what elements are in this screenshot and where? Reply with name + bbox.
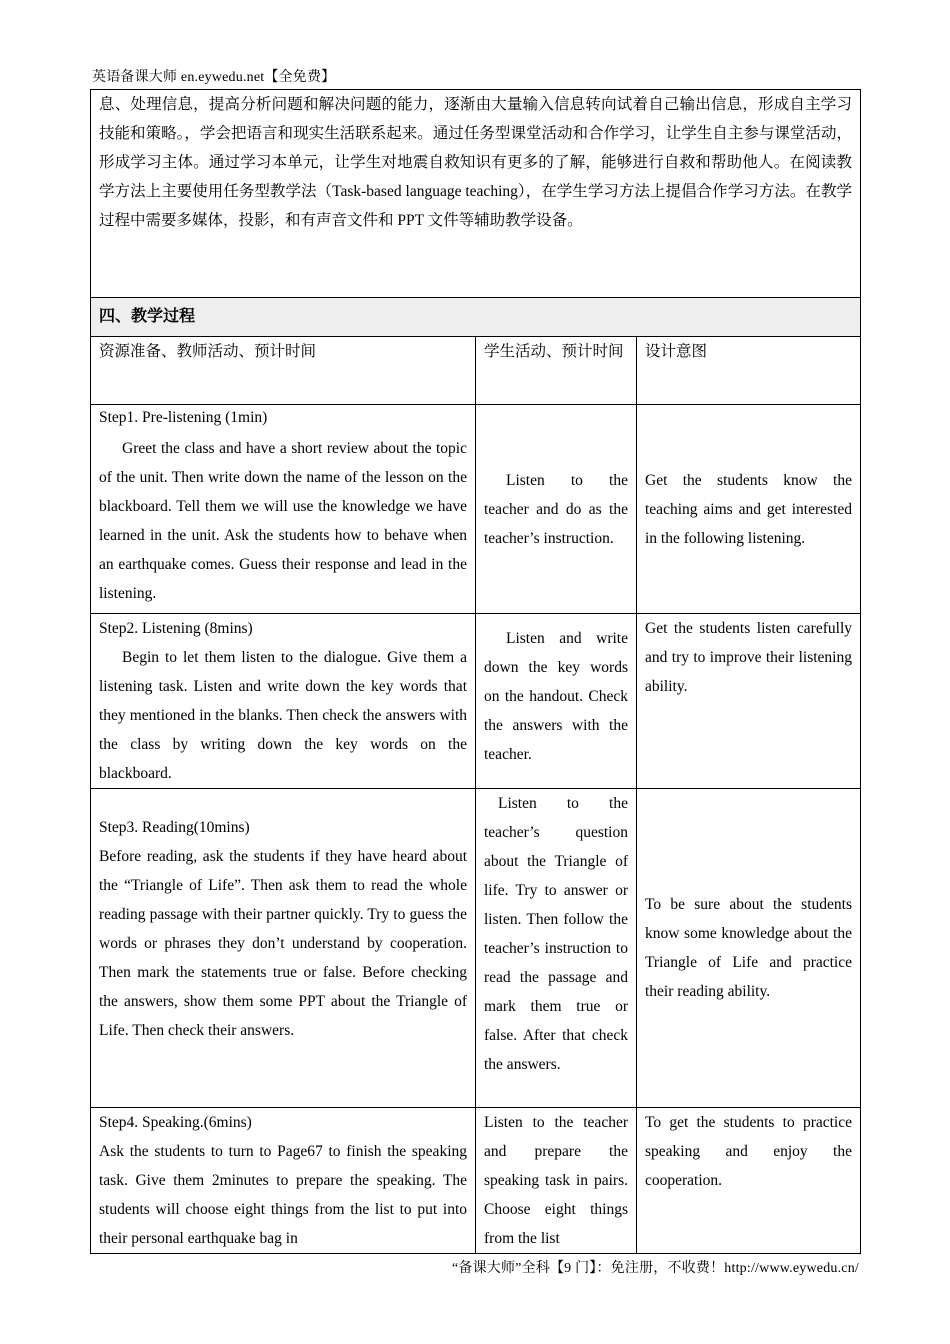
step-row-2: [91, 614, 861, 789]
column-header-row: [91, 337, 861, 405]
step4-teacher-text: Ask the students to turn to Page67 to finish the speaking task. Give them 2minutes to prepare the speaking. The students will choose eight things from the list to put into their personal earthquake bag in: [99, 1143, 467, 1247]
step3-intent-cell: [637, 789, 861, 1108]
step2-intent-text: Get the students listen carefully and try to improve their listening ability.: [645, 620, 852, 695]
step4-teacher-cell: [91, 1108, 476, 1254]
step2-student-text: Listen and write down the key words on the handout. Check the answers with the teacher.: [484, 630, 628, 763]
step1-teacher-text: Greet the class and have a short review about the topic of the unit. Then write down the name of the lesson on the blackboard. Tell them we will use the knowledge we have learned in the unit. Ask the students how to behave when an earthquake comes. Guess their response and lead in the listening.: [99, 440, 467, 602]
section-row: [91, 298, 861, 337]
header-site-note: 英语备课大师 en.eywedu.net【全免费】: [92, 70, 336, 85]
step2-teacher-text: Begin to let them listen to the dialogue. Give them a listening task. Listen and write down the key words that they mentioned in the blanks. Then check the answers with the class by writing down the key words on the blackboard.: [99, 649, 467, 782]
step3-student-text: Listen to the teacher’s question about the Triangle of life. Try to answer or listen. Then follow the teacher’s instruction to read the passage and mark them true or false. After that check the answers.: [484, 795, 628, 1073]
step1-intent-cell: [637, 405, 861, 614]
step3-teacher-text: Before reading, ask the students if they have heard about the “Triangle of Life”. Then ask them to read the whole reading passage with their partner quickly. Try to guess the words or phrases they don’t understand by cooperation. Then mark the statements true or false. Before checking the answers, show them some PPT about the Triangle of Life. Then check their answers.: [99, 848, 467, 1039]
column-header-teacher: 资源准备、教师活动、预计时间: [91, 337, 476, 405]
step1-student-cell: [476, 405, 637, 614]
step2-teacher-cell: [91, 614, 476, 789]
step4-student-text: Listen to the teacher and prepare the speaking task in pairs. Choose eight things from the list: [484, 1114, 628, 1247]
section-watermark: [来源:学科网]: [197, 310, 281, 325]
footer-note: “备课大师”全科【9 门】：免注册，不收费！http://www.eywedu.cn/: [451, 1261, 859, 1276]
step4-student-cell: [476, 1108, 637, 1254]
step4-title: Step4. Speaking.(6mins): [99, 1114, 252, 1131]
lesson-plan-table: [90, 89, 861, 1254]
step1-student-text: Listen to the teacher and do as the teacher’s instruction.: [484, 471, 628, 547]
step3-teacher-cell: [91, 789, 476, 1108]
intro-row: [91, 90, 861, 298]
column-header-intent: 设计意图: [637, 337, 861, 405]
step3-student-cell: [476, 789, 637, 1108]
step2-title: Step2. Listening (8mins): [99, 620, 253, 637]
step2-intent-cell: [637, 614, 861, 789]
step2-student-cell: [476, 614, 637, 789]
step3-intent-text: To be sure about the students know some knowledge about the Triangle of Life and practice their reading ability.: [645, 896, 852, 1000]
step1-intent-text: Get the students know the teaching aims and get interested in the following listening.: [645, 471, 852, 547]
step-row-4: [91, 1108, 861, 1254]
step4-intent-cell: [637, 1108, 861, 1254]
intro-text: 息、处理信息，提高分析问题和解决问题的能力，逐渐由大量输入信息转向试着自己输出信息，形成自主学习技能和策略。，学会把语言和现实生活联系起来。通过任务型课堂活动和合作学习，让学生自主参与课堂活动，形成学习主体。通过学习本单元，让学生对地震自救知识有更多的了解，能够进行自救和帮助他人。在阅读教学方法上主要使用任务型教学法（Task-based language teaching），在学生学习方法上提倡合作学习方法。在教学过程中需要多媒体，投影，和有声音文件和 PPT 文件等辅助教学设备。: [91, 90, 861, 298]
step4-intent-text: To get the students to practice speaking and enjoy the cooperation.: [645, 1114, 852, 1189]
step3-title: Step3. Reading(10mins): [99, 819, 250, 836]
step1-teacher-cell: [91, 405, 476, 614]
step1-title: Step1. Pre-listening (1min): [99, 409, 268, 426]
step-row-3: [91, 789, 861, 1108]
section-heading: [91, 298, 861, 337]
section-title: 四、教学过程: [99, 308, 196, 325]
column-header-student: 学生活动、预计时间: [476, 337, 637, 405]
step-row-1: [91, 405, 861, 614]
